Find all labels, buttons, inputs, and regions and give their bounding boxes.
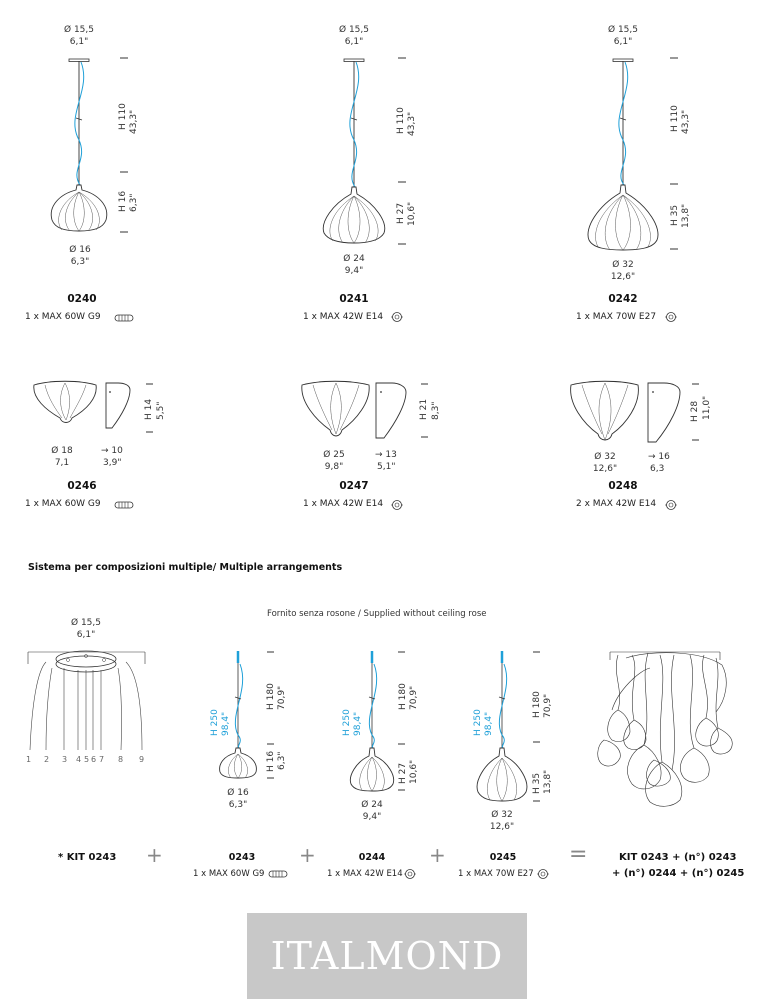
e14-bulb-icon [391, 501, 403, 510]
product-code: 0248 [608, 480, 638, 492]
cable-height-cm: H 110 [118, 103, 128, 130]
product-code: 0247 [339, 480, 369, 492]
depth-in: 3,9" [103, 458, 122, 468]
cable-height-cm: H 180 [398, 683, 408, 710]
top-diameter-in: 6,1" [69, 37, 89, 47]
kit-label: * KIT 0243 [58, 852, 117, 863]
supplied-note: Fornito senza rosone / Supplied without ceiling rose [267, 609, 487, 619]
product-code: 0246 [67, 480, 97, 492]
position-number: 1 [26, 755, 32, 764]
diameter-cm: Ø 24 [361, 800, 383, 810]
body-height-cm: H 16 [266, 750, 276, 772]
body-height-cm: H 27 [398, 762, 408, 784]
cable-height-cm: H 180 [266, 683, 276, 710]
height-cm: H 21 [419, 398, 429, 420]
cable-height-cm: H 180 [532, 691, 542, 718]
e14-bulb-icon [391, 313, 403, 322]
body-height-cm: H 16 [118, 190, 128, 212]
body-height-cm: H 27 [396, 202, 406, 224]
body-height-in: 6,3" [277, 751, 287, 770]
height-in: 5,5" [156, 401, 166, 420]
cable-height-in: 43,3" [407, 111, 417, 136]
body-height-in: 6,3" [129, 193, 139, 212]
total-height-cm: H 250 [210, 709, 220, 736]
e14-bulb-icon [665, 501, 677, 510]
cable-height-in: 43,3" [129, 109, 139, 134]
product-code: 0240 [67, 293, 97, 305]
position-number: 3 [62, 755, 68, 764]
diameter-in: 6,3" [70, 257, 90, 267]
top-diameter-cm: Ø 15,5 [608, 25, 638, 35]
diameter-cm: Ø 18 [51, 446, 73, 456]
result-line-2: + (n°) 0244 + (n°) 0245 [612, 868, 745, 879]
lamp-spec: 1 x MAX 42W E14 [303, 312, 384, 322]
position-number: 9 [139, 755, 145, 764]
lamp-spec: 2 x MAX 42W E14 [576, 499, 657, 509]
position-number: 6 [91, 755, 97, 764]
depth-in: 6,3 [650, 464, 665, 474]
cable-height-in: 70,9" [277, 685, 287, 710]
rose-diameter-in: 6,1" [76, 630, 96, 640]
rose-diameter-cm: Ø 15,5 [71, 618, 101, 628]
plus-sign: + [429, 843, 446, 867]
diameter-in: 12,6" [610, 272, 636, 282]
body-height-cm: H 35 [670, 204, 680, 226]
top-diameter-cm: Ø 15,5 [339, 25, 369, 35]
plus-sign: + [146, 843, 163, 867]
lamp-spec: 1 x MAX 60W G9 [193, 869, 265, 879]
total-height-cm: H 250 [342, 709, 352, 736]
lamp-spec: 1 x MAX 42W E14 [303, 499, 384, 509]
depth-in: 5,1" [377, 462, 396, 472]
product-code: 0241 [339, 293, 369, 305]
height-cm: H 14 [144, 398, 154, 420]
cable-height-in: 70,9" [409, 685, 419, 710]
top-diameter-in: 6,1" [344, 37, 364, 47]
body-height-cm: H 35 [532, 772, 542, 794]
diameter-cm: Ø 24 [343, 254, 365, 264]
diameter-cm: Ø 16 [227, 788, 249, 798]
top-diameter-cm: Ø 15,5 [64, 25, 94, 35]
position-number: 8 [118, 755, 124, 764]
diameter-cm: Ø 25 [323, 450, 345, 460]
cable-height-cm: H 110 [670, 105, 680, 132]
cable-height-in: 43,3" [681, 109, 691, 134]
position-number: 5 [84, 755, 90, 764]
lamp-spec: 1 x MAX 42W E14 [327, 869, 403, 879]
g9-bulb-icon [115, 315, 133, 321]
diameter-cm: Ø 32 [612, 260, 634, 270]
depth-cm: → 10 [101, 446, 123, 456]
cable-height-in: 70,9" [543, 693, 553, 718]
diameter-in: 9,4" [344, 266, 364, 276]
lamp-spec: 1 x MAX 70W E27 [576, 312, 657, 322]
height-cm: H 28 [690, 400, 700, 422]
top-diameter-in: 6,1" [613, 37, 633, 47]
position-number: 4 [76, 755, 82, 764]
depth-cm: → 13 [375, 450, 397, 460]
lamp-spec: 1 x MAX 60W G9 [25, 312, 101, 322]
diameter-in: 9,8" [324, 462, 344, 472]
total-height-in: 98,4" [353, 711, 363, 736]
section-title: Sistema per composizioni multiple/ Multiple arrangements [28, 562, 343, 573]
total-height-in: 98,4" [484, 711, 494, 736]
total-height-in: 98,4" [221, 711, 231, 736]
body-height-in: 10,6" [407, 201, 417, 226]
total-height-cm: H 250 [473, 709, 483, 736]
body-height-in: 13,8" [681, 203, 691, 228]
diameter-in: 9,4" [362, 812, 382, 822]
cable-height-cm: H 110 [396, 107, 406, 134]
equals-sign: = [569, 842, 588, 867]
diameter-in: 7,1 [54, 458, 70, 468]
g9-bulb-icon [115, 502, 133, 508]
product-code: 0245 [489, 852, 517, 863]
product-code: 0243 [228, 852, 256, 863]
g9-bulb-icon [269, 871, 287, 877]
lamp-spec: 1 x MAX 70W E27 [458, 869, 534, 879]
diameter-cm: Ø 32 [594, 452, 616, 462]
depth-cm: → 16 [648, 452, 670, 462]
lamp-spec: 1 x MAX 60W G9 [25, 499, 101, 509]
product-code: 0242 [608, 293, 638, 305]
diameter-in: 12,6" [489, 822, 515, 832]
position-number: 2 [44, 755, 50, 764]
diameter-cm: Ø 16 [69, 245, 91, 255]
result-line-1: KIT 0243 + (n°) 0243 [619, 852, 737, 863]
body-height-in: 13,8" [543, 769, 553, 794]
body-height-in: 10,6" [409, 759, 419, 784]
position-number: 7 [99, 755, 105, 764]
diameter-cm: Ø 32 [491, 810, 513, 820]
diameter-in: 12,6" [592, 464, 618, 474]
plus-sign: + [299, 843, 316, 867]
e27-bulb-icon [665, 313, 677, 322]
height-in: 11,0" [702, 395, 712, 420]
product-code: 0244 [358, 852, 386, 863]
height-in: 8,3" [431, 401, 441, 420]
diameter-in: 6,3" [228, 800, 248, 810]
brand-logo: ITALMOND [247, 913, 527, 999]
